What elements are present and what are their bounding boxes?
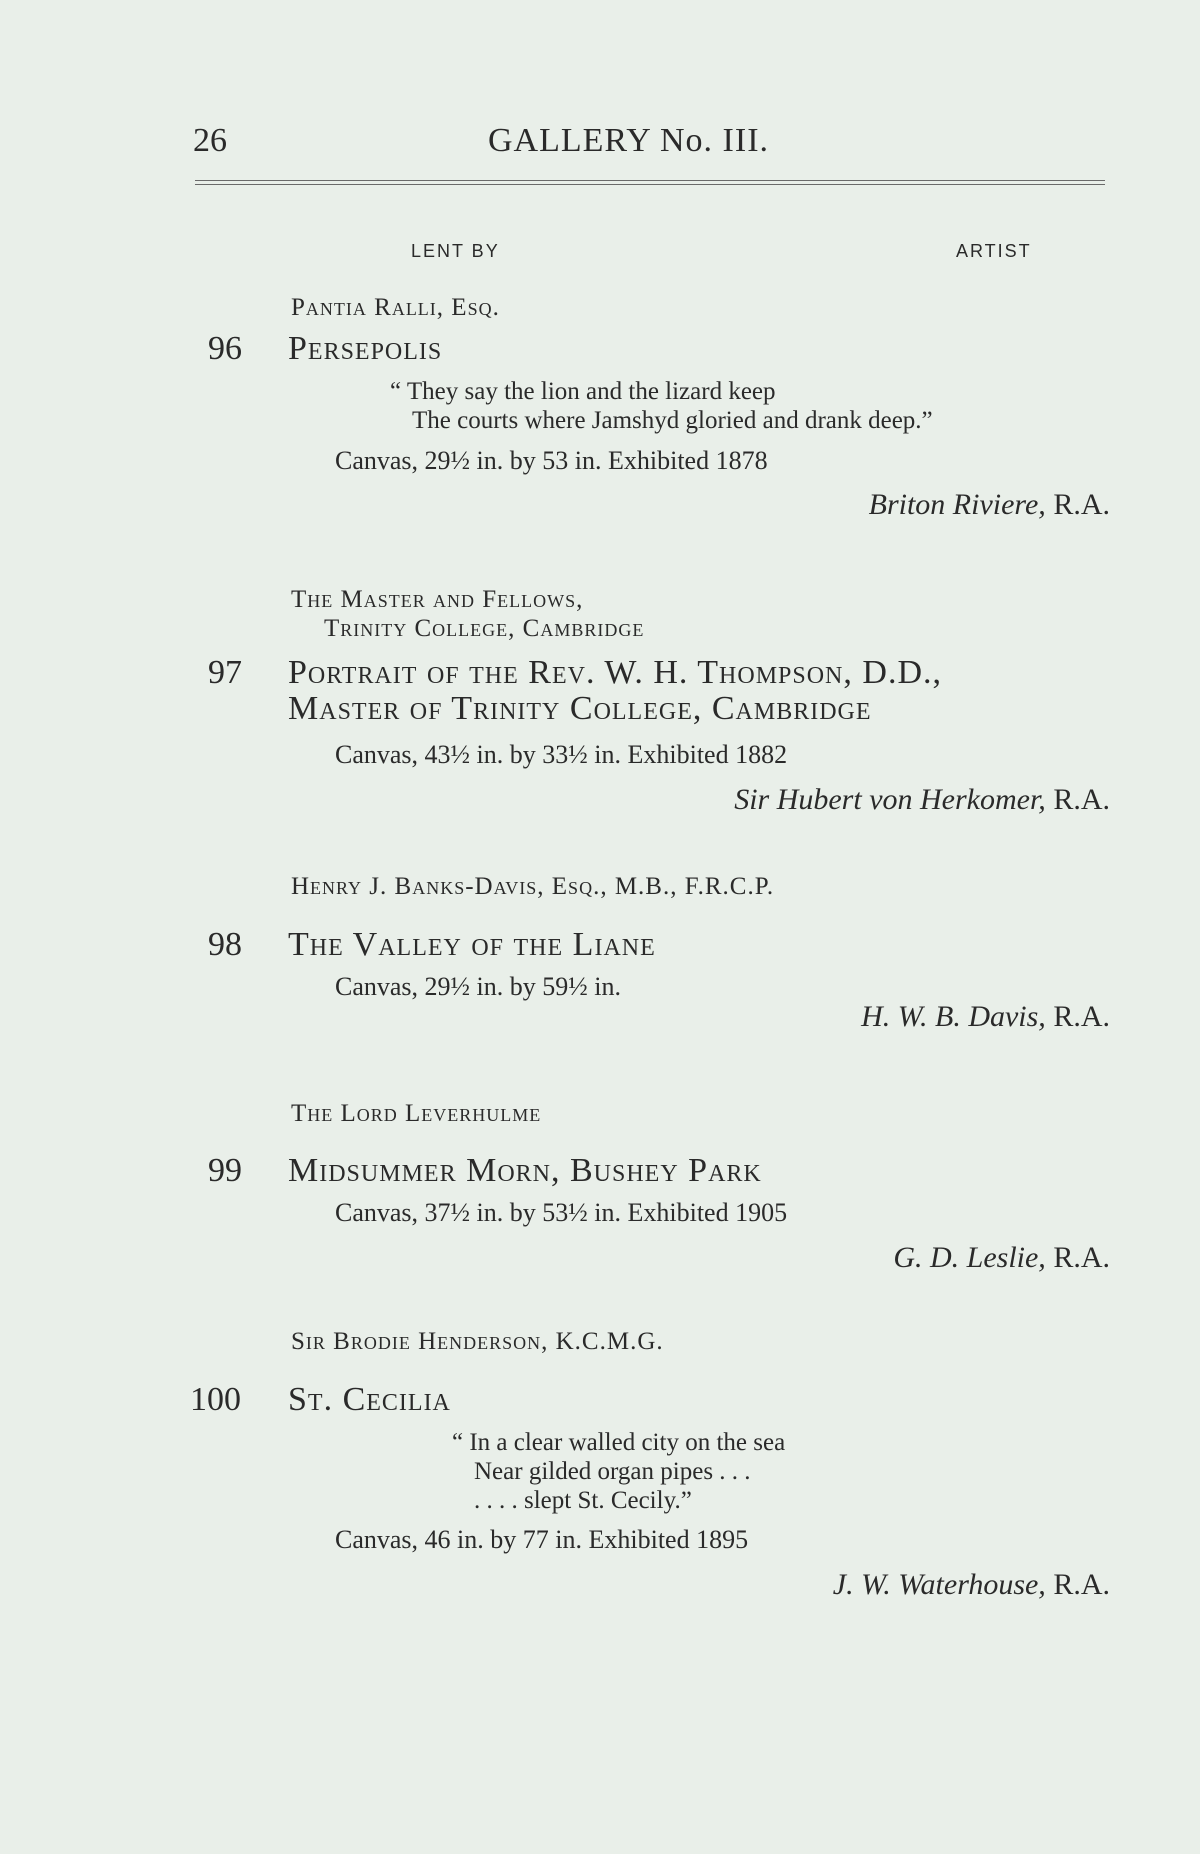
quote-line: The courts where Jamshyd gloried and drank deep.” xyxy=(412,407,933,434)
quote-line: . . . . slept St. Cecily.” xyxy=(474,1487,692,1514)
canvas-details: Canvas, 29½ in. by 53 in. Exhibited 1878 xyxy=(335,446,768,475)
page-number: 26 xyxy=(193,122,227,159)
artist-credit xyxy=(833,1568,1110,1602)
artist-name: H. W. B. Davis, xyxy=(861,1000,1046,1033)
painting-title: Portrait of the Rev. W. H. Thompson, D.D., xyxy=(288,654,942,691)
painting-title: Master of Trinity College, Cambridge xyxy=(288,690,872,727)
canvas-details: Canvas, 43½ in. by 33½ in. Exhibited 1882 xyxy=(335,740,788,769)
catalogue-number: 97 xyxy=(208,654,242,691)
quote-line: “ In a clear walled city on the sea xyxy=(452,1429,786,1456)
artist-suffix: R.A. xyxy=(1053,1241,1110,1274)
lender: Henry J. Banks-Davis, Esq., M.B., F.R.C.P. xyxy=(291,873,775,900)
quote-line: Near gilded organ pipes . . . xyxy=(474,1458,751,1485)
painting-title: The Valley of the Liane xyxy=(288,926,656,963)
artist-name: Briton Riviere, xyxy=(868,488,1046,521)
quote-line: “ They say the lion and the lizard keep xyxy=(390,378,776,405)
column-heading-artist: ARTIST xyxy=(956,241,1032,261)
header-rule-top xyxy=(195,180,1105,181)
catalogue-number: 99 xyxy=(208,1152,242,1189)
catalogue-number: 96 xyxy=(208,330,242,367)
artist-name: J. W. Waterhouse, xyxy=(832,1568,1046,1601)
artist-credit xyxy=(893,1241,1110,1275)
lender: The Master and Fellows, xyxy=(291,586,584,613)
canvas-details: Canvas, 37½ in. by 53½ in. Exhibited 1905 xyxy=(335,1198,788,1227)
artist-suffix: R.A. xyxy=(1053,783,1110,816)
canvas-details: Canvas, 46 in. by 77 in. Exhibited 1895 xyxy=(335,1525,749,1554)
painting-title: Persepolis xyxy=(288,330,443,367)
running-title: GALLERY No. III. xyxy=(488,122,770,159)
artist-suffix: R.A. xyxy=(1053,1568,1110,1601)
artist-credit xyxy=(734,783,1110,817)
artist-suffix: R.A. xyxy=(1053,488,1110,521)
lender: The Lord Leverhulme xyxy=(291,1100,542,1127)
lender: Trinity College, Cambridge xyxy=(324,615,645,642)
artist-suffix: R.A. xyxy=(1053,1000,1110,1033)
lender: Sir Brodie Henderson, K.C.M.G. xyxy=(291,1328,664,1355)
catalogue-number: 98 xyxy=(208,926,242,963)
lender: Pantia Ralli, Esq. xyxy=(291,294,500,321)
painting-title: Midsummer Morn, Bushey Park xyxy=(288,1152,762,1189)
header-rule-bottom xyxy=(195,184,1105,185)
artist-name: Sir Hubert von Herkomer, xyxy=(734,783,1046,816)
painting-title: St. Cecilia xyxy=(288,1381,451,1418)
catalogue-number: 100 xyxy=(190,1381,241,1418)
artist-name: G. D. Leslie, xyxy=(893,1241,1046,1274)
artist-credit xyxy=(861,1000,1110,1034)
column-heading-lent-by: LENT BY xyxy=(411,241,500,261)
artist-credit xyxy=(869,488,1110,522)
canvas-details: Canvas, 29½ in. by 59½ in. xyxy=(335,972,621,1001)
